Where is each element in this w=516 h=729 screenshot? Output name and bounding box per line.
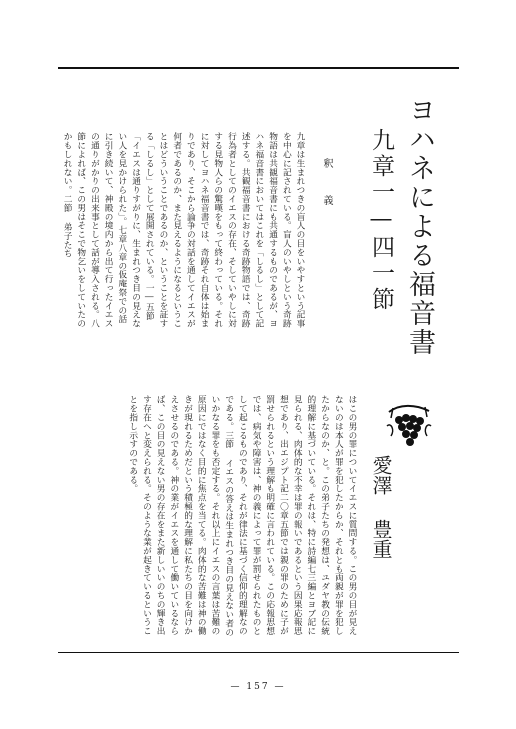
page-number: — 157 — <box>230 682 286 692</box>
bottom-rule <box>58 652 459 653</box>
author-name: 愛澤 豊重 <box>369 455 393 559</box>
body-text-upper: 九章は生まれつきの盲人の目をいやすという記事を中心に記されている。盲人のいやしという奇跡物語は共観福音書にも共通するものであるが、ヨハネ福音書においてはこれを「しるし」として記述する。共観福音書における奇跡物語では、奇跡行為者としてのイエスの存在、そしていやしに対する見物人らの驚嘆をもって終わっている。それに対してヨハネ福音書では、奇跡それ自体は始まりであり、そこから論争の対話を通してイエスが何者であるのか、また見えるようになるということはどういうことであるのか、ということを証する「しるし」として展開されている。一―五節 「イエスは通りすがりに、生まれつき目の見えない人を見かけられた」。七章八章の仮庵祭での話に引き続いて、神殿の境内から出て行ったイエスの通りがかりの出来事として話が導入される。八節によれば、この男はそこで物乞いをしていたのかもしれない。二節 弟子たち <box>62 132 305 328</box>
section-heading: 釈 義 <box>321 158 332 213</box>
body-text-lower: はこの男の罪についてイエスに質問する。この男の目が見えないのは本人が罪を犯したからか、それとも両親が罪を犯したからなのか、と。この弟子たちの発想は、ユダヤ教の伝統的理解に基づいている。それは、特に詩編七三編とヨブ記に見られる、肉体的な不幸は罪の報いであるという因果応報思想であり、出エジプト記二〇章五節では親の罪のために子が罰せられるという理解も明確に言われている。この応報思想では、病気や障害は、神の義によって罪が罰せられたものとして起こるものであり、それが律法に基づく信仰的理解なのである。三節 イエスの答えは生まれつき目の見えない者のいかなる罪をも否定する。それ以上にイエスの言葉は苦難の原因にではなく目的に焦点を当てる。肉体的な苦難は神の働きが現れるためだという積極的な理解に私たちの目を向けかえさせるのである。神の業がイエスを通して働いているならば、この目の見えない男の存在をまた新しいいのちの輝き出す存在へと変えられる。そのような業が起きているということを指し示すのである。 <box>127 395 357 637</box>
grapes-vine-ornament <box>385 402 433 448</box>
article-subtitle: 九章一—四一節 <box>368 128 394 313</box>
top-rule <box>58 67 459 69</box>
article-title: ヨハネによる福音書 <box>404 96 435 357</box>
